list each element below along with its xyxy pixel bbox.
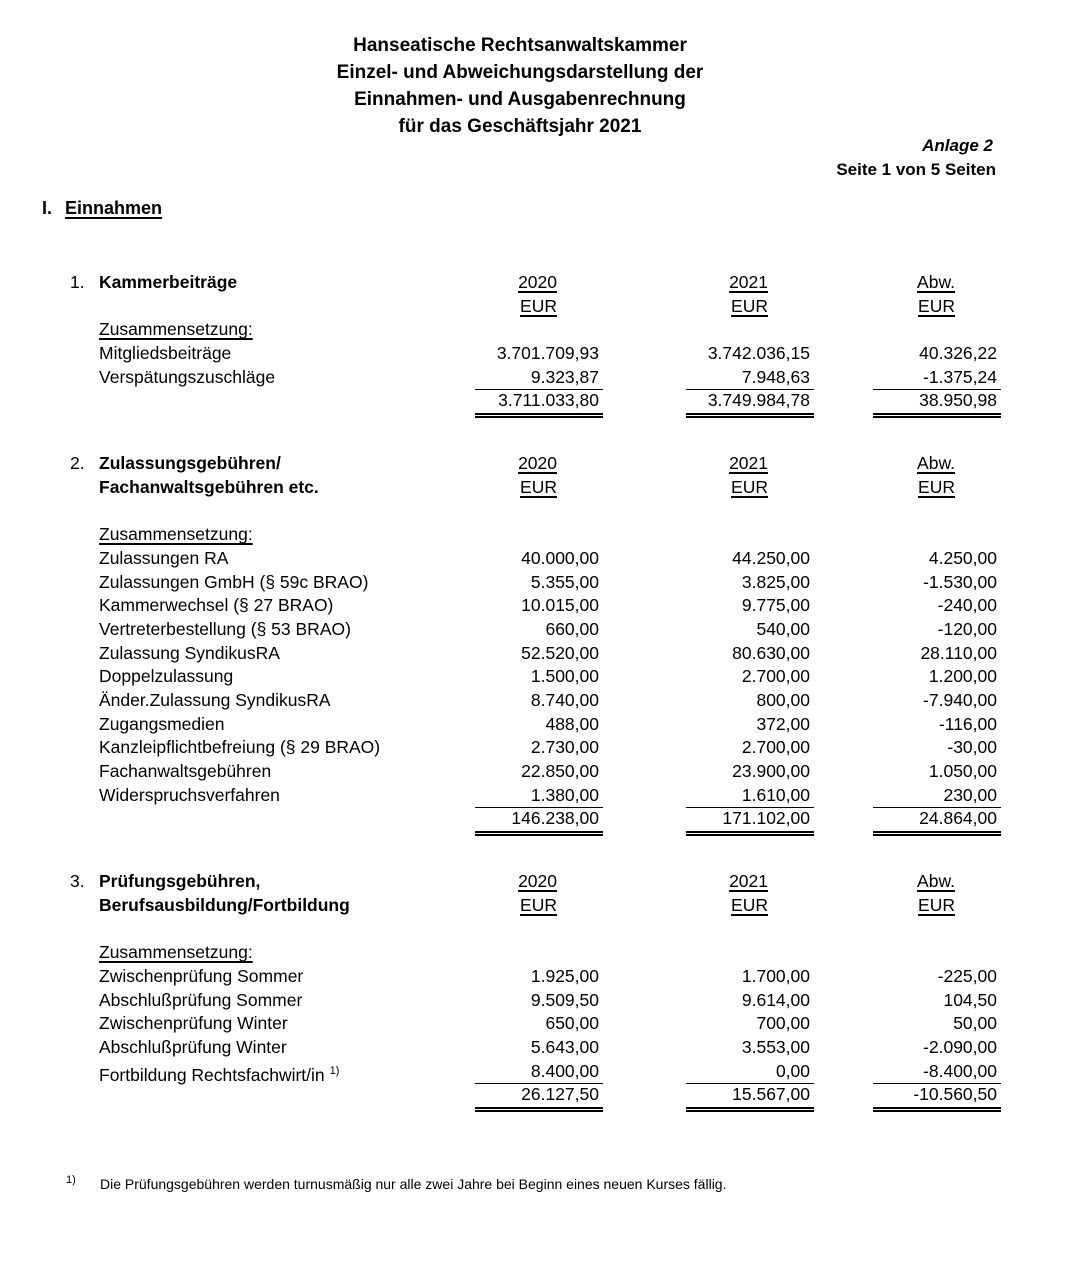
section-title: Einnahmen [65, 198, 163, 218]
total-text: 26.127,50 [475, 1083, 603, 1112]
column-header-abw [814, 870, 1001, 894]
row-label [99, 1012, 388, 1036]
value-text: 800,00 [756, 690, 810, 710]
row-label-text: Doppelzulassung [99, 666, 234, 687]
unit-header-y2021 [603, 894, 814, 918]
value-text: -240,00 [937, 595, 997, 616]
income-table-3 [0, 870, 1085, 1107]
column-header-label: 2021 [729, 871, 768, 892]
row-value-y2021 [603, 989, 814, 1013]
column-header-label: 2021 [729, 272, 768, 292]
total-label [99, 807, 388, 836]
row-value-y2020 [388, 1036, 603, 1060]
row-value-y2020 [388, 713, 603, 737]
row-value-y2021 [603, 366, 814, 391]
row-value-y2021 [603, 547, 814, 571]
unit-header-label: EUR [731, 476, 768, 497]
table-row [0, 1012, 1085, 1036]
value-text: 2.730,00 [530, 737, 599, 758]
unit-header-label: EUR [731, 295, 768, 316]
value-text: 4.250,00 [928, 547, 997, 568]
row-label [99, 618, 388, 642]
table-header-row [0, 870, 1085, 894]
value-text: 650,00 [545, 1013, 599, 1034]
row-label [99, 366, 388, 391]
table-row [0, 989, 1085, 1013]
value-text: 1.200,00 [928, 666, 997, 687]
column-header-label: 2021 [729, 453, 768, 474]
table-title-continued [99, 476, 388, 500]
row-value-y2020 [388, 366, 603, 391]
row-value-y2020 [388, 989, 603, 1013]
total-value-abw [814, 389, 1001, 418]
table-total-row [0, 1083, 1085, 1107]
unit-header-label: EUR [520, 894, 557, 915]
row-label-text: Fachanwaltsgebühren [99, 761, 272, 782]
total-value-abw [814, 807, 1001, 836]
row-label-text: Änder.Zulassung SyndikusRA [99, 690, 331, 710]
row-label-text: Zugangsmedien [99, 713, 225, 734]
table-total-row [0, 389, 1085, 413]
income-table-1 [0, 271, 1085, 413]
row-value-abw [814, 547, 1001, 571]
value-text: 28.110,00 [920, 642, 997, 663]
row-value-y2020 [388, 571, 603, 595]
row-value-abw [814, 689, 1001, 713]
row-value-y2020 [388, 342, 603, 366]
table-title [70, 271, 388, 295]
value-text: 230,00 [873, 784, 1001, 809]
unit-header-abw [814, 894, 1001, 918]
row-value-y2020 [388, 1012, 603, 1036]
row-value-abw [814, 618, 1001, 642]
row-value-y2020 [388, 618, 603, 642]
section-numeral: I. [42, 198, 53, 218]
spacer-row [0, 500, 1085, 524]
value-text: 1.700,00 [741, 965, 810, 986]
row-label-text: Fortbildung Rechtsfachwirt/in [99, 1064, 325, 1085]
table-subheading: Zusammensetzung: [99, 319, 253, 340]
table-number: 2. [70, 453, 85, 474]
unit-header-y2020 [388, 295, 603, 319]
column-header-y2020 [388, 870, 603, 894]
total-text: 38.950,98 [873, 389, 1001, 418]
column-header-label: Abw. [917, 453, 955, 474]
value-text: 3.553,00 [741, 1036, 810, 1057]
value-text: -225,00 [937, 965, 997, 986]
column-header-y2021 [603, 870, 814, 894]
unit-header-abw [814, 476, 1001, 500]
table-subheading: Zusammensetzung: [99, 524, 253, 545]
value-text: 1.925,00 [530, 965, 599, 986]
income-table-2 [0, 452, 1085, 831]
row-value-y2020 [388, 642, 603, 666]
table-row [0, 571, 1085, 595]
table-row [0, 642, 1085, 666]
value-text: 660,00 [545, 618, 599, 639]
row-label [99, 784, 388, 809]
row-value-abw [814, 642, 1001, 666]
column-header-label: Abw. [917, 871, 955, 892]
value-text: -120,00 [937, 618, 997, 639]
value-text: 1.610,00 [686, 784, 814, 809]
table-row [0, 366, 1085, 390]
value-text: 40.326,22 [919, 343, 997, 364]
row-value-y2021 [603, 760, 814, 784]
row-value-y2021 [603, 571, 814, 595]
row-label-text: Verspätungszuschläge [99, 366, 276, 387]
row-value-y2020 [388, 665, 603, 689]
value-text: 9.323,87 [475, 366, 603, 391]
row-value-abw [814, 965, 1001, 989]
row-label-text: Abschlußprüfung Winter [99, 1036, 287, 1057]
row-label-text: Zwischenprüfung Sommer [99, 965, 304, 986]
row-label-text: Kanzleipflichtbefreiung (§ 29 BRAO) [99, 737, 381, 758]
value-text: 2.700,00 [741, 737, 810, 758]
table-title-line: Zulassungsgebühren/ [99, 453, 281, 474]
value-text: -1.375,24 [873, 366, 1001, 391]
column-header-abw [814, 452, 1001, 476]
unit-header-label: EUR [520, 476, 557, 497]
value-text: 8.400,00 [475, 1060, 603, 1085]
row-value-abw [814, 784, 1001, 809]
table-title [70, 452, 388, 476]
value-text: 8.740,00 [530, 690, 599, 710]
spacer-row [0, 918, 1085, 942]
footnote-marker: 1) [66, 1174, 76, 1186]
row-label-text: Mitgliedsbeiträge [99, 343, 232, 364]
row-label [99, 547, 388, 571]
total-text: 24.864,00 [873, 807, 1001, 836]
value-text: 40.000,00 [521, 547, 599, 568]
row-value-y2020 [388, 594, 603, 618]
footnote-reference: 1) [329, 1064, 340, 1077]
value-text: 1.500,00 [530, 666, 599, 687]
value-text: 9.775,00 [741, 595, 810, 616]
document-title [0, 32, 1040, 140]
unit-header-y2021 [603, 476, 814, 500]
row-value-y2021 [603, 689, 814, 713]
table-title-line: Kammerbeiträge [99, 272, 238, 292]
row-label [99, 571, 388, 595]
row-label [99, 689, 388, 713]
table-unit-row [0, 894, 1085, 918]
table-row [0, 618, 1085, 642]
value-text: 10.015,00 [521, 595, 599, 616]
row-value-y2021 [603, 965, 814, 989]
row-value-abw [814, 1036, 1001, 1060]
value-text: 0,00 [686, 1060, 814, 1085]
row-value-abw [814, 736, 1001, 760]
section-heading [0, 196, 1085, 220]
column-header-label: 2020 [518, 453, 557, 474]
row-label-text: Zulassung SyndikusRA [99, 642, 280, 663]
row-value-y2021 [603, 1012, 814, 1036]
value-text: 3.742.036,15 [707, 343, 810, 364]
total-text: 171.102,00 [686, 807, 814, 836]
table-row [0, 1036, 1085, 1060]
column-header-y2021 [603, 452, 814, 476]
row-label [99, 642, 388, 666]
table-header-row [0, 271, 1085, 295]
total-text: 15.567,00 [686, 1083, 814, 1112]
income-tables [0, 271, 1085, 1107]
value-text: 3.825,00 [741, 571, 810, 592]
column-header-y2020 [388, 452, 603, 476]
title-line-3: Einnahmen- und Ausgabenrechnung [354, 89, 686, 110]
row-label-text: Widerspruchsverfahren [99, 784, 280, 805]
value-text: -2.090,00 [923, 1036, 997, 1057]
row-label [99, 342, 388, 366]
value-text: -116,00 [938, 713, 997, 734]
row-value-y2021 [603, 736, 814, 760]
row-label [99, 594, 388, 618]
table-title-line: Fachanwaltsgebühren etc. [99, 476, 319, 497]
value-text: 80.630,00 [732, 642, 810, 663]
value-text: 7.948,63 [686, 366, 814, 391]
column-header-label: 2020 [518, 871, 557, 892]
total-value-y2020 [388, 807, 603, 836]
total-value-y2020 [388, 1083, 603, 1112]
table-unit-row [0, 476, 1085, 500]
row-label-text: Abschlußprüfung Sommer [99, 989, 303, 1010]
table-unit-row [0, 295, 1085, 319]
total-label [99, 389, 388, 418]
table-row [0, 736, 1085, 760]
subheading-row [0, 318, 1085, 342]
column-header-y2020 [388, 271, 603, 295]
total-text: 3.711.033,80 [475, 389, 603, 418]
table-row [0, 594, 1085, 618]
unit-header-label: EUR [918, 894, 955, 915]
column-header-y2021 [603, 271, 814, 295]
unit-header-label: EUR [918, 295, 955, 316]
annex-label: Anlage 2 [922, 136, 993, 155]
value-text: 488,00 [545, 713, 599, 734]
row-value-y2021 [603, 665, 814, 689]
row-label [99, 665, 388, 689]
total-value-y2021 [603, 389, 814, 418]
row-label [99, 1036, 388, 1060]
unit-header-y2020 [388, 894, 603, 918]
total-text: 146.238,00 [475, 807, 603, 836]
subheading-row [0, 523, 1085, 547]
column-header-label: 2020 [518, 272, 557, 292]
table-row [0, 713, 1085, 737]
value-text: 22.850,00 [521, 761, 599, 782]
title-line-4: für das Geschäftsjahr 2021 [398, 116, 642, 137]
value-text: -1.530,00 [923, 571, 997, 592]
footnote-text: Die Prüfungsgebühren werden turnusmäßig nur alle zwei Jahre bei Beginn eines neuen Kurses fällig. [100, 1176, 727, 1192]
unit-header-label: EUR [918, 476, 955, 497]
row-value-abw [814, 665, 1001, 689]
row-value-y2021 [603, 594, 814, 618]
row-label [99, 736, 388, 760]
value-text: -8.400,00 [873, 1060, 1001, 1085]
row-label-text: Zulassungen GmbH (§ 59c BRAO) [99, 571, 369, 592]
row-value-y2020 [388, 547, 603, 571]
row-value-abw [814, 594, 1001, 618]
table-title-line: Berufsausbildung/Fortbildung [99, 894, 350, 915]
table-title-line: Prüfungsgebühren, [99, 871, 261, 892]
value-text: 9.614,00 [741, 989, 810, 1010]
value-text: 3.701.709,93 [496, 343, 599, 364]
row-label [99, 760, 388, 784]
table-number: 3. [70, 871, 85, 892]
table-row [0, 965, 1085, 989]
table-title [70, 870, 388, 894]
table-row [0, 342, 1085, 366]
value-text: 1.050,00 [928, 761, 997, 782]
value-text: 5.355,00 [530, 571, 599, 592]
row-value-abw [814, 1012, 1001, 1036]
unit-header-label: EUR [520, 295, 557, 316]
value-text: 44.250,00 [732, 547, 810, 568]
title-line-1: Hanseatische Rechtsanwaltskammer [353, 35, 687, 56]
column-header-abw [814, 271, 1001, 295]
row-value-y2021 [603, 713, 814, 737]
total-label [99, 1083, 388, 1112]
row-value-y2020 [388, 760, 603, 784]
row-value-abw [814, 571, 1001, 595]
row-label [99, 965, 388, 989]
value-text: 9.509,50 [530, 989, 599, 1010]
row-value-abw [814, 989, 1001, 1013]
value-text: 1.380,00 [475, 784, 603, 809]
value-text: 52.520,00 [521, 642, 599, 663]
total-text: 3.749.984,78 [686, 389, 814, 418]
table-row [0, 689, 1085, 713]
row-value-y2021 [603, 1036, 814, 1060]
table-row [0, 547, 1085, 571]
value-text: 23.900,00 [732, 761, 810, 782]
table-row [0, 1060, 1085, 1084]
value-text: 50,00 [953, 1013, 997, 1034]
title-line-2: Einzel- und Abweichungsdarstellung der [336, 62, 704, 83]
row-value-y2021 [603, 784, 814, 809]
total-value-y2021 [603, 807, 814, 836]
row-value-y2020 [388, 784, 603, 809]
row-label-text: Zwischenprüfung Winter [99, 1013, 288, 1034]
row-label-text: Zulassungen RA [99, 547, 229, 568]
value-text: 372,00 [756, 713, 810, 734]
row-value-y2020 [388, 689, 603, 713]
row-value-abw [814, 760, 1001, 784]
total-value-y2021 [603, 1083, 814, 1112]
row-label-text: Kammerwechsel (§ 27 BRAO) [99, 595, 334, 616]
value-text: -7.940,00 [923, 690, 997, 710]
column-header-label: Abw. [917, 272, 955, 292]
table-row [0, 784, 1085, 808]
value-text: 540,00 [756, 618, 810, 639]
row-value-y2020 [388, 736, 603, 760]
unit-header-y2021 [603, 295, 814, 319]
row-value-abw [814, 713, 1001, 737]
row-value-abw [814, 366, 1001, 391]
unit-header-label: EUR [731, 894, 768, 915]
table-row [0, 760, 1085, 784]
value-text: 2.700,00 [741, 666, 810, 687]
table-header-row [0, 452, 1085, 476]
row-label [99, 713, 388, 737]
table-subheading: Zusammensetzung: [99, 942, 253, 963]
row-label [99, 989, 388, 1013]
total-value-y2020 [388, 389, 603, 418]
table-number: 1. [70, 272, 85, 292]
row-value-y2021 [603, 642, 814, 666]
table-row [0, 665, 1085, 689]
unit-header-abw [814, 295, 1001, 319]
row-value-abw [814, 342, 1001, 366]
total-text: -10.560,50 [873, 1083, 1001, 1112]
table-title-continued [99, 894, 388, 918]
unit-header-y2020 [388, 476, 603, 500]
total-value-abw [814, 1083, 1001, 1112]
value-text: 700,00 [756, 1013, 810, 1034]
row-label-text: Vertreterbestellung (§ 53 BRAO) [99, 618, 351, 639]
subheading-row [0, 941, 1085, 965]
table-total-row [0, 807, 1085, 831]
row-value-y2021 [603, 618, 814, 642]
value-text: 104,50 [943, 989, 997, 1010]
footnote [0, 1170, 1085, 1194]
value-text: -30,00 [947, 737, 997, 758]
value-text: 5.643,00 [530, 1036, 599, 1057]
table-title-continued [99, 295, 388, 319]
row-value-y2021 [603, 342, 814, 366]
page-number-info: Seite 1 von 5 Seiten [836, 160, 996, 179]
row-value-y2020 [388, 965, 603, 989]
